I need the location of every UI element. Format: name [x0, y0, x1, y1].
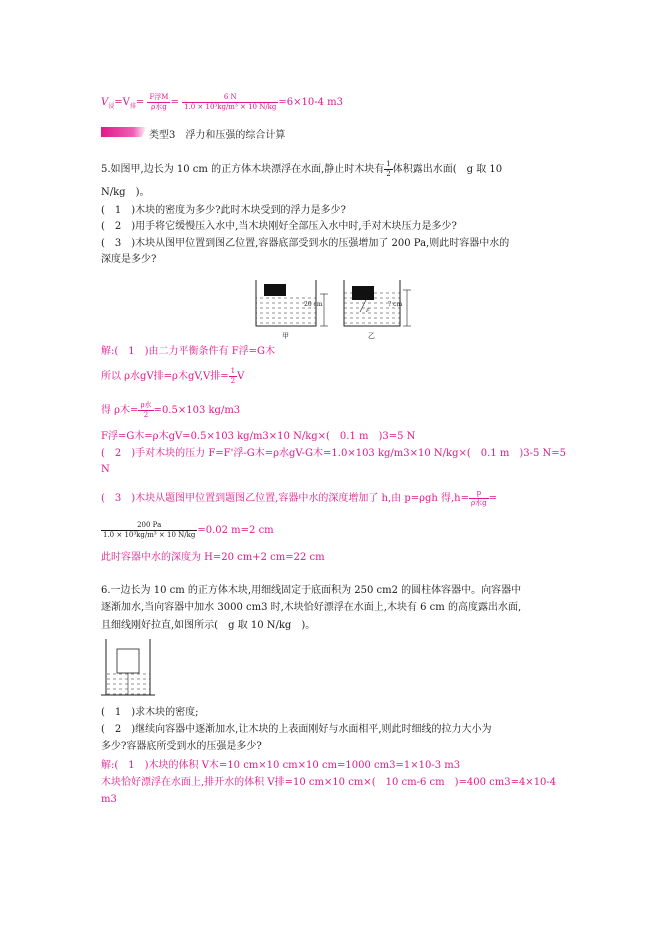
q6-line-5: ( 2 )继续向容器中逐渐加水,让木块的上表面刚好与水面相平,则此时细线的拉力大小为: [101, 724, 492, 735]
sol5-l2-fraction: [229, 367, 237, 386]
sol5-line-1: 解:( 1 )由二力平衡条件有 F浮=G木: [101, 346, 276, 357]
q6-line-3: 且细线刚好拉直,如图所示( g 取 10 N/kg )。: [101, 620, 316, 631]
q5-fraction: [384, 160, 392, 179]
water-left: [256, 294, 316, 326]
sol5-l2-b: V: [237, 371, 245, 382]
fraction-denominator: 2: [230, 377, 236, 385]
q5-figure: [248, 276, 418, 344]
formula-result: =6×10-4 m3: [278, 97, 344, 108]
sol5-l8-fraction: [101, 521, 197, 540]
sol5-l7-a: ( 3 )木块从题图甲位置到题图乙位置,容器中水的深度增加了 h,由 p=ρgh 得,h=: [101, 493, 469, 504]
q5-text-a: 5.如图甲,边长为 10 cm 的正方体木块漂浮在水面,静止时木块有: [101, 164, 385, 175]
fraction-numerator: 200 Pa: [101, 521, 197, 531]
top-formula: [101, 93, 343, 114]
wood-block-left: [264, 284, 286, 296]
sol5-l8-b: =0.02 m=2 cm: [197, 525, 274, 536]
formula-lhs: V: [101, 97, 109, 108]
formula-eq: =V: [114, 97, 130, 108]
sol5-line-7: [101, 489, 497, 508]
section-header: [101, 126, 361, 141]
fraction-denominator: ρ水g: [151, 103, 167, 111]
sol5-l7-b: =: [488, 493, 497, 504]
depth-label-right: ? cm: [388, 301, 403, 308]
sol6-line-2: 木块恰好漂浮在水面上,排开水的体积 V排=10 cm×10 cm×( 10 cm-6 cm )=400 cm3=4×10-4: [101, 777, 557, 788]
q5-line-2: N/kg )。: [101, 187, 150, 198]
container-left: [256, 280, 328, 326]
fraction-denominator: 1.0 × 10³kg/m³ × 10 N/kg: [103, 531, 196, 539]
sol5-l2-a: 所以 ρ水gV排=ρ木gV,V排=: [101, 371, 229, 382]
fraction-numerator: 1: [230, 367, 236, 375]
q5-line-3: ( 1 )木块的密度为多少?此时木块受到的浮力是多少?: [101, 205, 346, 216]
sol6-line-3: m3: [101, 794, 117, 805]
sol5-line-8: [101, 521, 274, 540]
formula-sub-1: 浸: [108, 103, 115, 110]
section-header-label: 类型3 浮力和压强的综合计算: [149, 130, 286, 141]
formula-eq-3: =: [170, 97, 179, 108]
sol5-line-2: [101, 367, 244, 386]
sol5-l7-fraction: [469, 489, 489, 508]
fraction-denominator: 2: [143, 411, 149, 419]
q6-line-4: ( 1 )求木块的密度;: [101, 707, 199, 718]
caption-left: 甲: [282, 332, 289, 340]
fraction-numerator: 1: [386, 160, 391, 168]
container-right: [344, 280, 411, 326]
fraction-denominator: 1.0 × 10³kg/m³ × 10 N/kg: [184, 103, 277, 111]
q6-figure: [101, 637, 157, 701]
fraction-numerator: ρ水: [140, 401, 152, 409]
fraction-denominator: ρ水g: [471, 499, 487, 507]
sol5-line-3: [101, 401, 240, 420]
q5-line-5: ( 3 )木块从图甲位置到图乙位置,容器底部受到水的压强增加了 200 Pa,则此时容器中水的: [101, 238, 510, 249]
wood-block-q6: [117, 649, 139, 673]
q5-line-1: [101, 160, 502, 179]
q5-text-b: 体积露出水面( g 取 10: [392, 164, 503, 175]
sol5-l3-b: =0.5×103 kg/m3: [153, 405, 241, 416]
formula-fraction-1: [147, 93, 170, 112]
sol5-line-5: ( 2 )手对木块的压力 F=F'浮-G木=ρ水gV-G木=1.0×103 kg/m3×10 N/kg×( 0.1 m )3-5 N=5: [101, 448, 567, 459]
q5-line-6: 深度是多少?: [101, 254, 157, 265]
sol6-line-1: 解:( 1 )木块的体积 V木=10 cm×10 cm×10 cm=1000 cm3=1×10-3 m3: [101, 760, 461, 771]
q6-line-6: 多少?容器底所受到水的压强是多少?: [101, 741, 262, 752]
sol5-l3-fraction: [138, 401, 153, 420]
sol5-line-9: 此时容器中水的深度为 H=20 cm+2 cm=22 cm: [101, 552, 325, 563]
fraction-numerator: 6 N: [182, 93, 278, 103]
force-label: F: [366, 308, 370, 314]
depth-label-left: 20 cm: [304, 301, 323, 308]
sol5-line-6: N: [101, 464, 110, 475]
fraction-numerator: F浮M: [149, 93, 169, 101]
caption-right: 乙: [368, 332, 375, 340]
section-header-bar: [101, 127, 147, 137]
formula-fraction-2: [182, 93, 278, 112]
formula-sub-2: 排: [129, 103, 136, 110]
sol5-line-4: F浮=G木=ρ木gV=0.5×103 kg/m3×10 N/kg×( 0.1 m )3=5 N: [101, 431, 416, 442]
fraction-denominator: 2: [386, 170, 391, 178]
sol5-l3-a: 得 ρ木=: [101, 405, 139, 416]
q6-line-1: 6.一边长为 10 cm 的正方体木块,用细线固定于底面积为 250 cm2 的圆柱体容器中。向容器中: [101, 585, 522, 596]
q5-line-4: ( 2 )用手将它缓慢压入水中,当木块刚好全部压入水中时,手对木块压力是多少?: [101, 221, 457, 232]
formula-eq-2: =: [135, 97, 145, 108]
q6-line-2: 逐渐加水,当向容器中加水 3000 cm3 时,木块恰好漂浮在水面上,木块有 6 cm 的高度露出水面,: [101, 602, 522, 613]
wood-block-right: [352, 286, 374, 300]
fraction-numerator: p: [469, 489, 489, 499]
